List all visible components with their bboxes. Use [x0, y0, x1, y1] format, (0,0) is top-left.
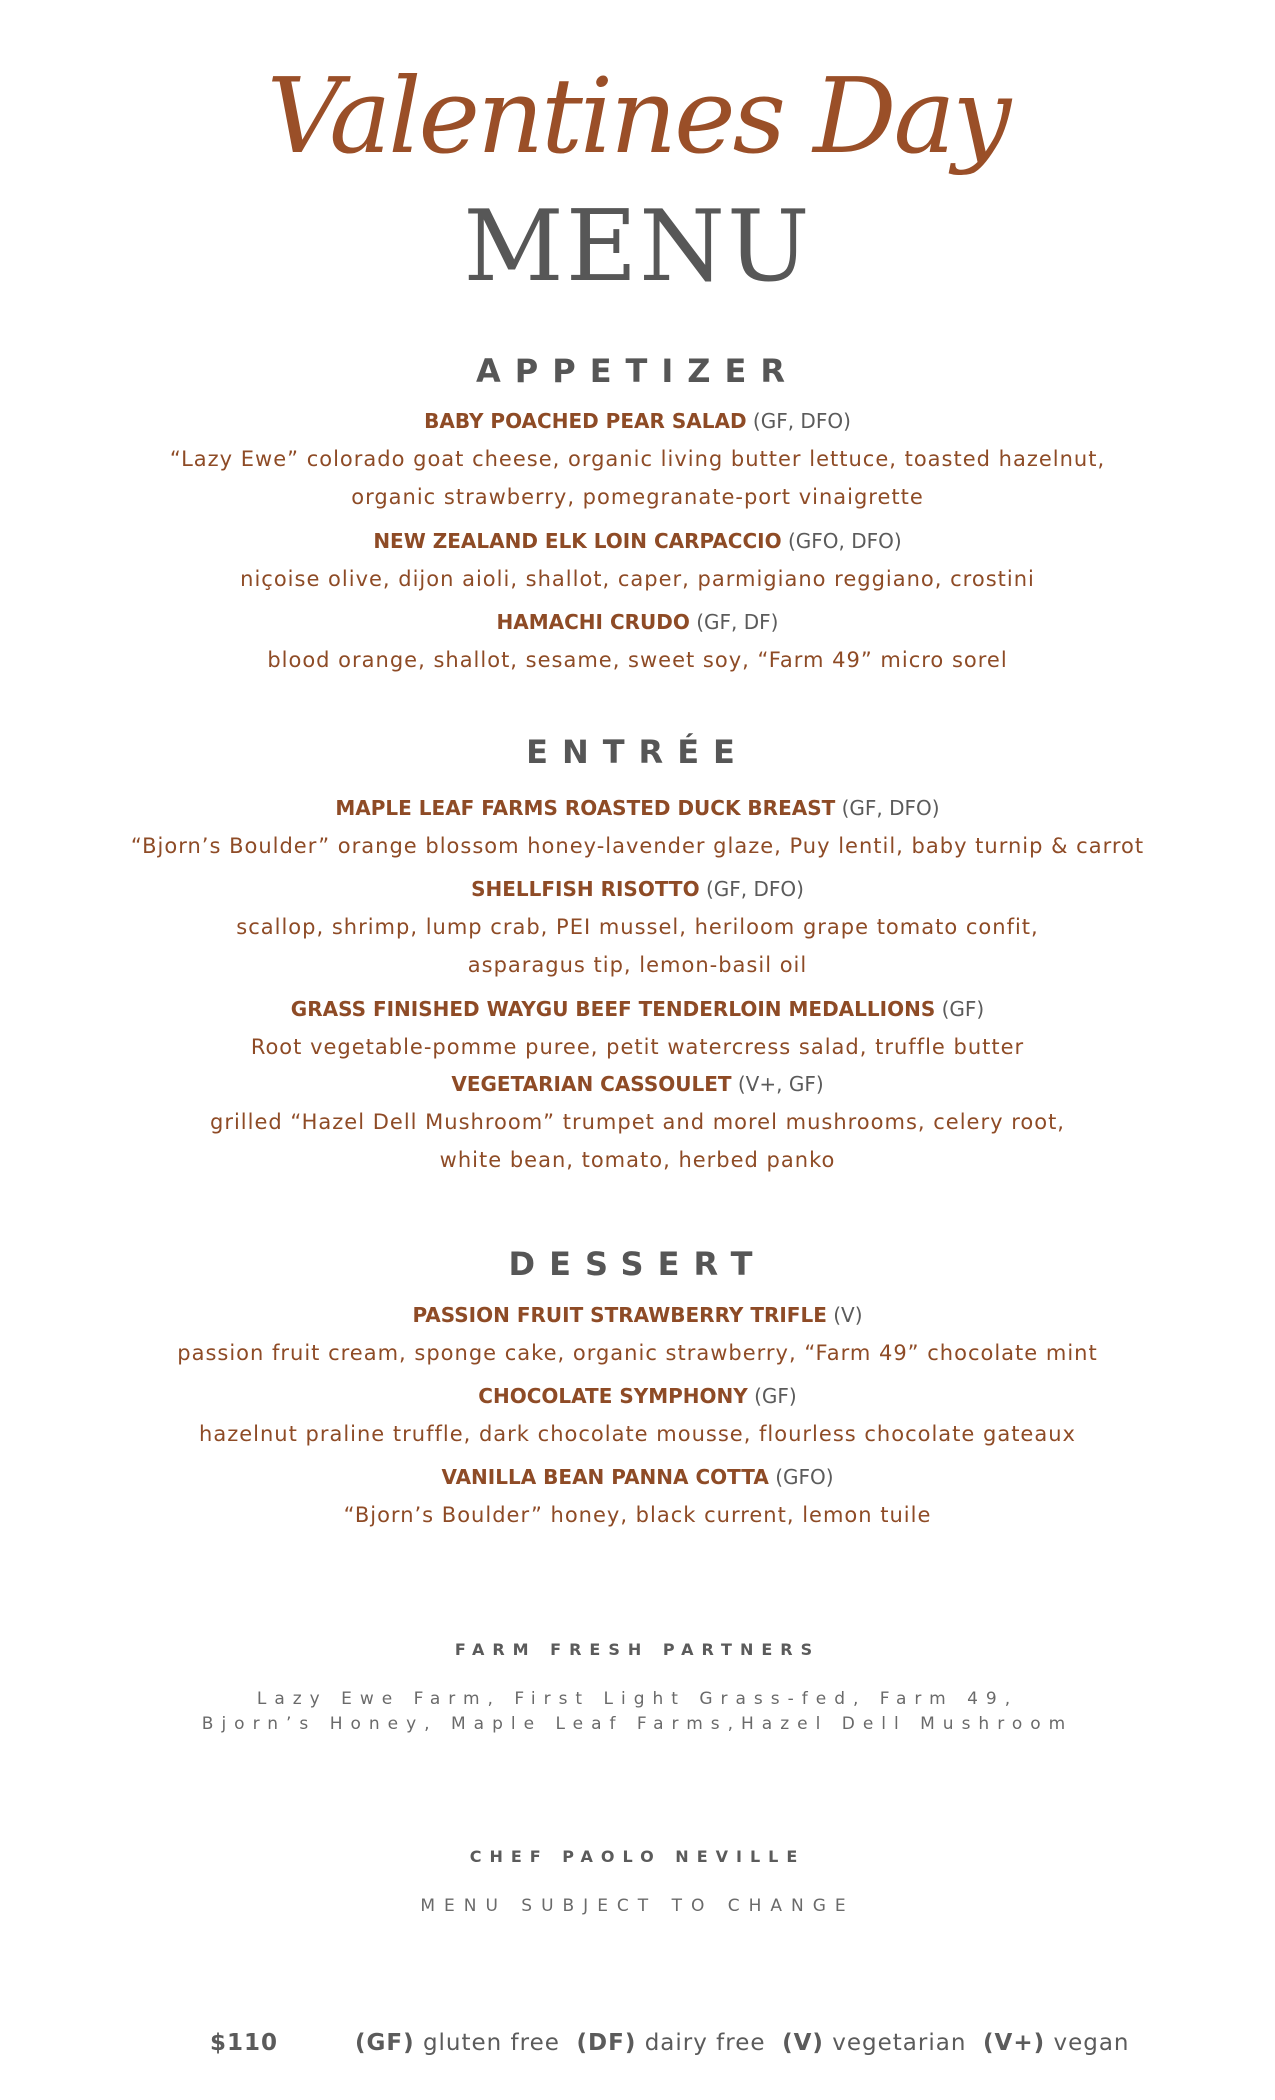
dish-description: “Bjorn’s Boulder” orange blossom honey-lavender glaze, Puy lentil, baby turnip & carrot [130, 834, 1145, 858]
legend-code: (V+) [983, 2030, 1046, 2056]
dish-title [0, 996, 1275, 1022]
legend-label: dairy free [644, 2030, 766, 2056]
menu-note: MENU SUBJECT TO CHANGE [420, 1896, 855, 1916]
dish-title [0, 1464, 1275, 1490]
dish-description: asparagus tip, lemon-basil oil [467, 953, 808, 977]
chef-name: CHEF PAOLO NEVILLE [469, 1847, 806, 1866]
dish-name: VEGETARIAN CASSOULET [451, 1072, 732, 1096]
dish-title [0, 795, 1275, 821]
dish-title [0, 876, 1275, 902]
dish-description: “Lazy Ewe” colorado goat cheese, organic living butter lettuce, toasted hazelnut, [169, 447, 1106, 471]
legend-label: gluten free [422, 2030, 560, 2056]
dish-name: MAPLE LEAF FARMS ROASTED DUCK BREAST [335, 796, 836, 820]
dish-description: white bean, tomato, herbed panko [439, 1148, 836, 1172]
diet-legend [355, 2030, 1130, 2056]
dish-title [0, 528, 1275, 554]
dish-tags: (GF, DFO) [752, 409, 851, 433]
dish-tags: (GFO) [775, 1465, 834, 1489]
dish-name: GRASS FINISHED WAYGU BEEF TENDERLOIN MEDALLIONS [290, 997, 936, 1021]
dish-description: scallop, shrimp, lump crab, PEI mussel, heriloom grape tomato confit, [236, 915, 1039, 939]
legend-code: (GF) [355, 2030, 415, 2056]
dish-tags: (GF, DFO) [705, 877, 804, 901]
price-value: $110 [210, 2030, 279, 2056]
partners-heading: FARM FRESH PARTNERS [454, 1640, 821, 1659]
dish-name: CHOCOLATE SYMPHONY [478, 1384, 748, 1408]
dish-name: BABY POACHED PEAR SALAD [424, 409, 747, 433]
dish-title [0, 1302, 1275, 1328]
section-heading-entree: ENTRÉE [526, 733, 749, 771]
script-title: Valentines Day [266, 55, 1009, 177]
dish-tags: (GF) [941, 997, 985, 1021]
dish-description: grilled “Hazel Dell Mushroom” trumpet and morel mushrooms, celery root, [210, 1110, 1065, 1134]
dish-description: organic strawberry, pomegranate-port vinaigrette [351, 485, 924, 509]
dish-description: “Bjorn’s Boulder” honey, black current, lemon tuile [343, 1503, 932, 1527]
dish-description: blood orange, shallot, sesame, sweet soy, “Farm 49” micro sorel [267, 648, 1008, 672]
legend-code: (DF) [576, 2030, 637, 2056]
dish-tags: (GF) [754, 1384, 797, 1408]
dish-name: NEW ZEALAND ELK LOIN CARPACCIO [373, 529, 782, 553]
dish-tags: (GF, DFO) [841, 796, 940, 820]
dish-tags: (V+, GF) [737, 1072, 824, 1096]
dish-tags: (V) [833, 1303, 863, 1327]
dish-name: VANILLA BEAN PANNA COTTA [441, 1465, 769, 1489]
dish-description: hazelnut praline truffle, dark chocolate mousse, flourless chocolate gateaux [199, 1422, 1076, 1446]
dish-description: niçoise olive, dijon aioli, shallot, caper, parmigiano reggiano, crostini [240, 567, 1035, 591]
partners-line: Lazy Ewe Farm, First Light Grass-fed, Farm 49, [256, 1689, 1019, 1709]
dish-title [0, 408, 1275, 434]
section-heading-appetizer: APPETIZER [476, 352, 799, 390]
partners-line: Bjorn’s Honey, Maple Leaf Farms,Hazel Dell Mushroom [201, 1714, 1074, 1734]
dish-title [0, 1383, 1275, 1409]
legend-code: (V) [782, 2030, 824, 2056]
dish-name: HAMACHI CRUDO [496, 610, 690, 634]
dish-description: passion fruit cream, sponge cake, organic strawberry, “Farm 49” chocolate mint [177, 1341, 1098, 1365]
dish-name: SHELLFISH RISOTTO [471, 877, 700, 901]
dish-title [0, 1071, 1275, 1097]
dish-tags: (GF, DF) [696, 610, 779, 634]
dish-title [0, 609, 1275, 635]
dish-tags: (GFO, DFO) [787, 529, 902, 553]
dish-name: PASSION FRUIT STRAWBERRY TRIFLE [412, 1303, 827, 1327]
dish-description: Root vegetable-pomme puree, petit watercress salad, truffle butter [250, 1035, 1025, 1059]
legend-label: vegan [1053, 2030, 1130, 2056]
legend-label: vegetarian [832, 2030, 967, 2056]
menu-title: MENU [463, 190, 812, 304]
price [210, 2030, 278, 2056]
section-heading-dessert: DESSERT [508, 1245, 767, 1283]
